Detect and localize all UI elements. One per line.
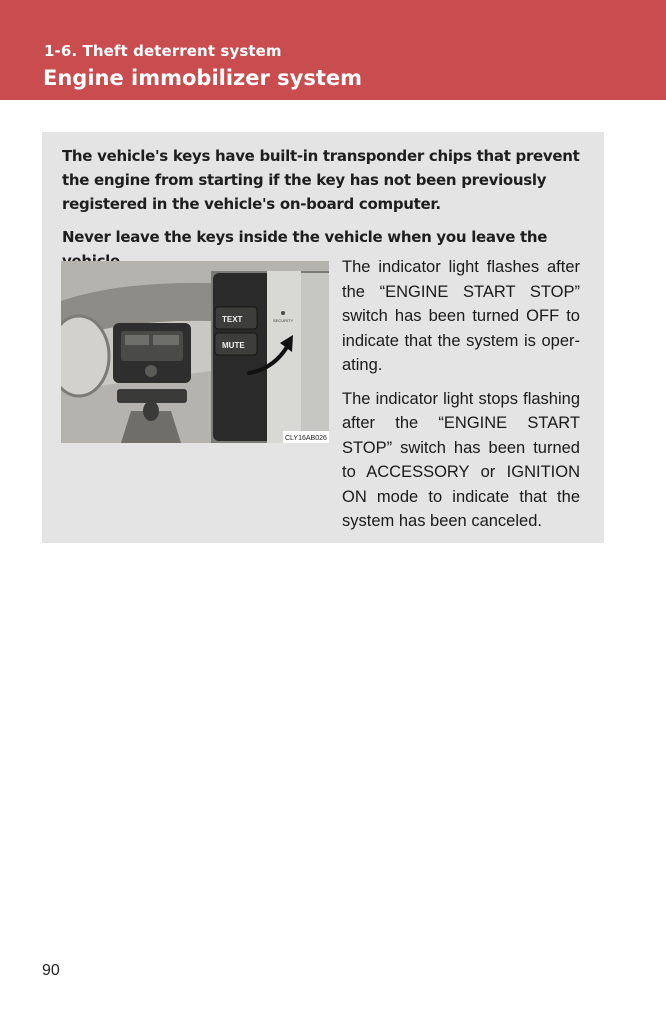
mute-button-label: MUTE bbox=[222, 341, 245, 350]
page-title: Engine immobilizer system bbox=[43, 66, 363, 90]
warning-text: Never leave the keys inside the vehicle when you leave the bbox=[62, 228, 548, 246]
intro-block bbox=[62, 144, 580, 273]
dashboard-photo bbox=[61, 261, 329, 443]
dashboard-illustration bbox=[61, 261, 329, 443]
content-box bbox=[42, 132, 604, 543]
indicator-stop-text: The indicator light stops flashing after the “ENGINE START STOP” switch has been turned to ACCESSORY or IGNITION ON mode to indicate that the system has been canceled. bbox=[342, 389, 580, 530]
description-block bbox=[342, 255, 580, 543]
section-label: 1-6. Theft deterrent system bbox=[44, 42, 282, 60]
security-indicator-label: SECURITY bbox=[273, 318, 294, 323]
image-code: CLY16AB026 bbox=[285, 435, 327, 442]
section-header bbox=[0, 0, 666, 100]
page-number: 90 bbox=[42, 962, 60, 979]
indicator-flash-text: The indicator light flashes after the “ENGINE START STOP” switch has been turned OFF to indicate that the system is oper-ating. bbox=[342, 258, 580, 374]
intro-text: The vehicle's keys have built-in transponder chips that prevent the engine from starting if the key has not been previously registered in the vehicle's on-board computer. bbox=[62, 147, 580, 213]
text-button-label: TEXT bbox=[222, 315, 243, 324]
